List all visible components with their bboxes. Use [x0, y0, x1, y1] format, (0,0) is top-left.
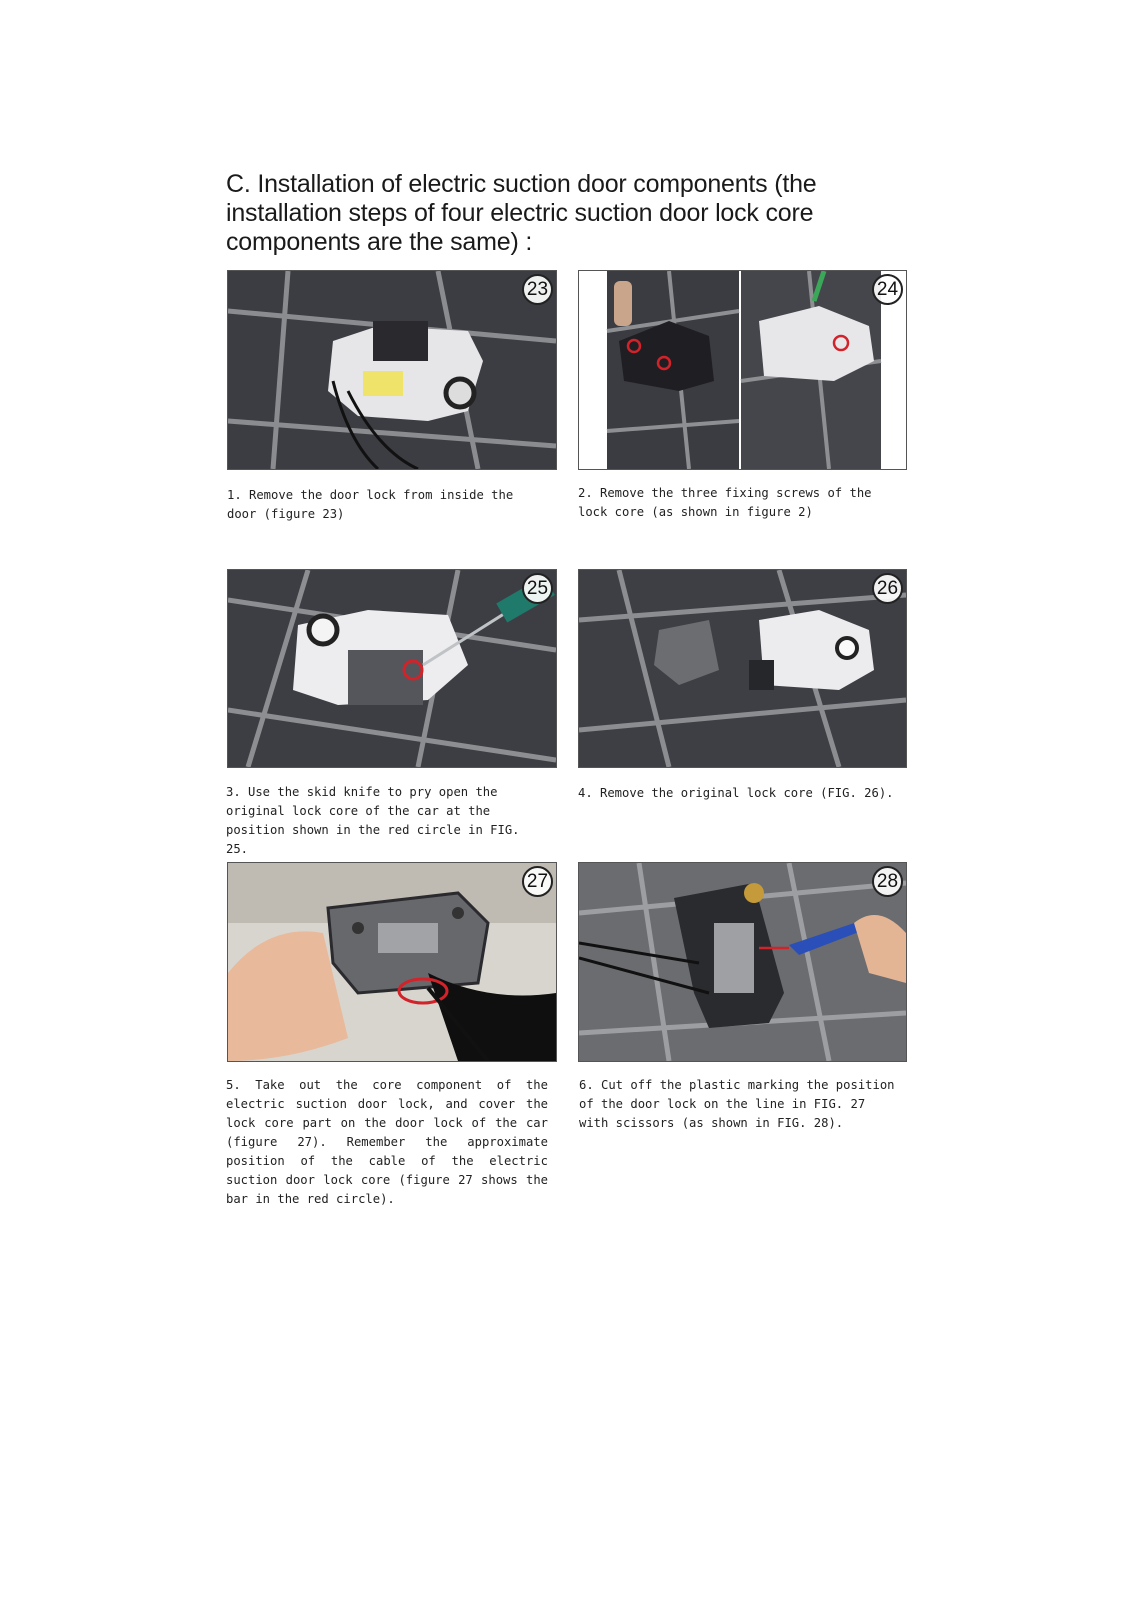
- figure-number-badge: 26: [872, 573, 903, 604]
- figure-number-badge: 23: [522, 274, 553, 305]
- figure-28-caption: 6. Cut off the plastic marking the position of the door lock on the line in FIG. 27 with scissors (as shown in FIG. 28).: [579, 1078, 895, 1130]
- fixing-screws-photo: [579, 271, 906, 469]
- figure-number-badge: 25: [522, 573, 553, 604]
- figure-number-badge: 28: [872, 866, 903, 897]
- figure-24-caption: 2. Remove the three fixing screws of the lock core (as shown in figure 2): [578, 486, 872, 519]
- figure-28-photo: [578, 862, 907, 1062]
- figure-number-badge: 27: [522, 866, 553, 897]
- figure-25-caption: 3. Use the skid knife to pry open the original lock core of the car at the position shown in the red circle in FIG. 25.: [226, 785, 520, 856]
- figure-27-photo: [227, 862, 557, 1062]
- door-lock-photo: [228, 271, 556, 469]
- figure-23-caption: 1. Remove the door lock from inside the door (figure 23): [227, 488, 514, 521]
- figure-26-caption: 4. Remove the original lock core (FIG. 26).: [578, 786, 894, 800]
- figure-27-caption: 5. Take out the core component of the electric suction door lock, and cover the lock core part on the door lock of the car (figure 27). Remember the approximate position of the cable of the electric suction door lock core (figure 27 shows the bar in the red circle).: [226, 1078, 548, 1206]
- section-title: C. Installation of electric suction door components (the installation steps of four electric suction door lock core components are the same) :: [226, 170, 817, 256]
- lock-core-cover-photo: [228, 863, 556, 1061]
- figure-26-photo: [578, 569, 907, 768]
- pry-lock-core-photo: [228, 570, 556, 767]
- cut-plastic-marking-photo: [579, 863, 906, 1061]
- figure-24-photo: [578, 270, 907, 470]
- figure-number-badge: 24: [872, 274, 903, 305]
- original-lock-core-photo: [579, 570, 906, 767]
- figure-25-photo: [227, 569, 557, 768]
- figure-23-photo: [227, 270, 557, 470]
